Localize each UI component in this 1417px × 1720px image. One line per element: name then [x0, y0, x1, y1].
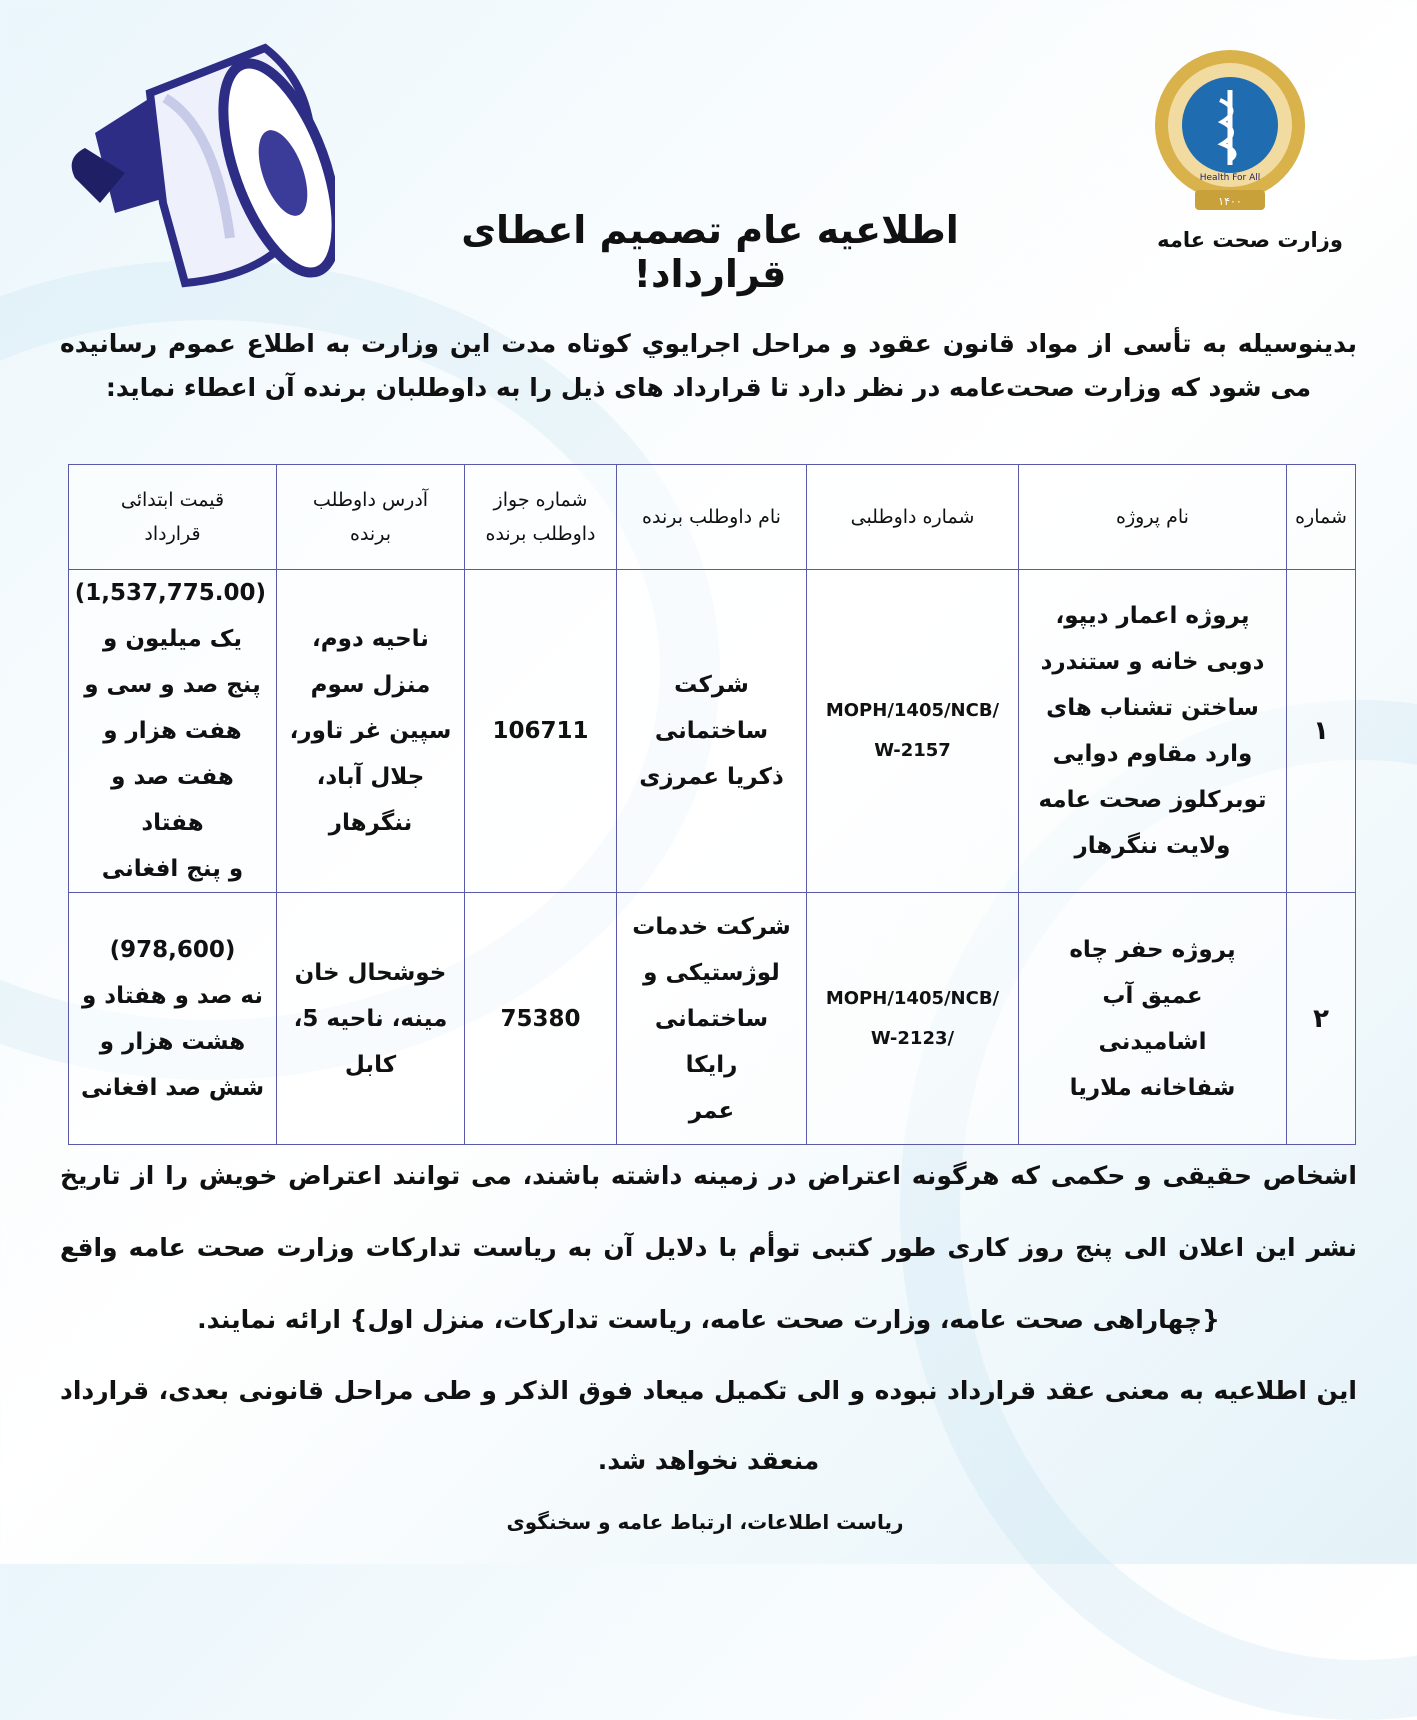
row-bid-number: MOPH/1405/NCB/W-2123/ — [807, 893, 1019, 1145]
logo-year: ۱۴۰۰ — [1218, 195, 1242, 208]
row-project: پروژه حفر چاه عمیق آب اشامیدنی شفاخانه ملاریا — [1019, 893, 1287, 1145]
row-winner-name: شرکت ساختمانی ذکریا عمرزی — [617, 570, 807, 893]
header-address: آدرس داوطلب برنده — [277, 465, 465, 570]
header-bid-number: شماره داوطلبی — [807, 465, 1019, 570]
row-price: (978,600) نه صد و هفتاد و هشت هزار و شش صد افغانی — [69, 893, 277, 1145]
row-winner-name: شرکت خدمات لوژستیکی و ساختمانی رایکا عمر — [617, 893, 807, 1145]
ministry-seal-icon — [1150, 40, 1310, 220]
row-address: خوشحال خان مینه، ناحیه 5، کابل — [277, 893, 465, 1145]
intro-paragraph: بدینوسیله به تأسی از مواد قانون عقود و مراحل اجرايوي کوتاه مدت این وزارت به اطلاع عموم رسانیده می شود که وزارت صحت‌عامه در نظر دارد تا قرارداد های ذیل را به داوطلبان برنده آن اعطاء نماید: — [60, 329, 1357, 402]
header-price: قیمت ابتدائی قرارداد — [69, 465, 277, 570]
objection-paragraph: اشخاص حقیقی و حکمی که هرگونه اعتراض در زمینه داشته باشند، می توانند اعتراض خویش را از تاریخ نشر این اعلان الی پنج روز کاری طور کتبی توأم با دلایل آن به ریاست تدارکات وزارت صحت عامه واقع {چهاراهی صحت عامه، وزارت صحت عامه، ریاست تدارکات، منزل اول} ارائه نمایند. — [60, 1161, 1357, 1334]
header-project: نام پروژه — [1019, 465, 1287, 570]
row-number: ۱ — [1287, 570, 1356, 893]
row-project: پروژه اعمار دیپو، دوبی خانه و ستندرد ساختن تشناب های وارد مقاوم دوایی توبرکلوز صحت عامه ولایت ننگرهار — [1019, 570, 1287, 893]
logo-motto: Health For All — [1199, 173, 1261, 183]
row-number: ۲ — [1287, 893, 1356, 1145]
row-address: ناحیه دوم، منزل سوم سپین غر تاور، جلال آباد، ننگرهار — [277, 570, 465, 893]
header-license: شماره جواز داوطلب برنده — [465, 465, 617, 570]
footer-signature: ریاست اطلاعات، ارتباط عامه و سخنگوی — [506, 1510, 904, 1534]
row-license: 75380 — [465, 893, 617, 1145]
disclaimer-paragraph: این اطلاعیه به معنی عقد قرارداد نبوده و الی تکمیل میعاد فوق الذکر و طی مراحل قانونی بعدی، قرارداد منعقد نخواهد شد. — [60, 1376, 1357, 1475]
row-license: 106711 — [465, 570, 617, 893]
table-row — [69, 893, 1356, 1145]
header-winner-name: نام داوطلب برنده — [617, 465, 807, 570]
awards-table — [68, 464, 1356, 1145]
page-title: اطلاعیه عام تصمیم اعطای قرارداد! — [461, 208, 959, 296]
header-number: شماره — [1287, 465, 1356, 570]
table-row — [69, 570, 1356, 893]
row-price: (1,537,775.00) یک میلیون و پنج صد و سی و هفت هزار و هفت صد و هفتاد و پنج افغانی — [69, 570, 277, 893]
ministry-label: وزارت صحت عامه — [1157, 228, 1343, 252]
notice-section — [60, 1140, 1357, 1496]
row-bid-number: MOPH/1405/NCB/W-2157 — [807, 570, 1019, 893]
table-header-row — [69, 465, 1356, 570]
megaphone-icon — [55, 38, 335, 288]
